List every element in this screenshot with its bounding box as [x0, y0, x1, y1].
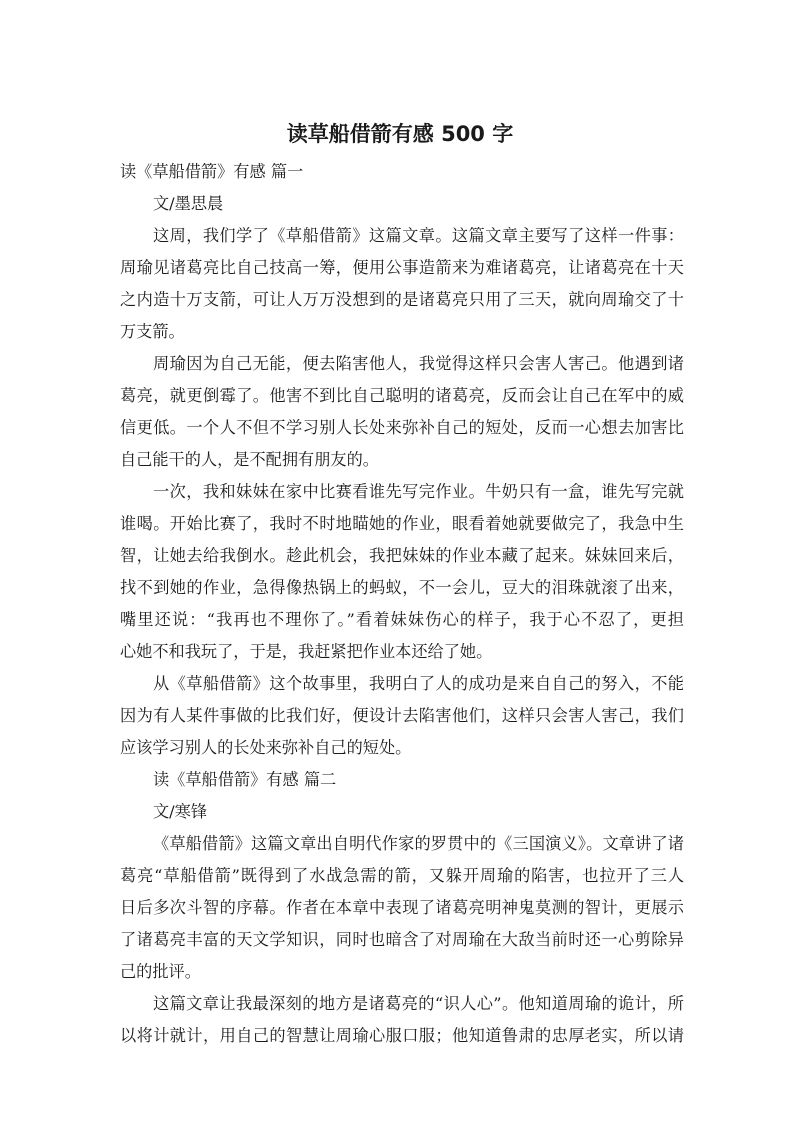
paragraph-line: 这周，我们学了《草船借箭》这篇文章。这篇文章主要写了这样一件事： — [153, 226, 684, 245]
paragraph-line: 智，让她去给我倒水。趁此机会，我把妹妹的作业本藏了起来。妹妹回来后， — [120, 546, 684, 565]
paragraph-line: 万支箭。 — [120, 322, 185, 341]
paragraph-line: 之内造十万支箭，可让人万万没想到的是诸葛亮只用了三天，就向周瑜交了十 — [120, 290, 684, 309]
paragraph-line: 应该学习别人的长处来弥补自己的短处。 — [120, 738, 412, 757]
author-byline-two: 文/寒锋 — [153, 802, 208, 821]
paragraph-line: 了诸葛亮丰富的天文学知识，同时也暗含了对周瑜在大敌当前时还一心剪除异 — [120, 930, 684, 949]
paragraph-line: 信更低。一个人不但不学习别人长处来弥补自己的短处，反而一心想去加害比 — [120, 418, 684, 437]
author-byline-one: 文/墨思晨 — [153, 194, 224, 213]
paragraph-line: 日后多次斗智的序幕。作者在本章中表现了诸葛亮明神鬼莫测的智计，更展示 — [120, 898, 684, 917]
section-heading-part-one: 读《草船借箭》有感 篇一 — [120, 162, 304, 181]
paragraph-line: 心她不和我玩了，于是，我赶紧把作业本还给了她。 — [120, 642, 493, 661]
paragraph-line: 周瑜见诸葛亮比自己技高一筹，便用公事造箭来为难诸葛亮，让诸葛亮在十天 — [120, 258, 684, 277]
paragraph-line: 找不到她的作业，急得像热锅上的蚂蚁，不一会儿，豆大的泪珠就滚了出来， — [120, 578, 684, 597]
paragraph-line: 周瑜因为自己无能，便去陷害他人，我觉得这样只会害人害己。他遇到诸 — [153, 354, 684, 373]
document-title: 读草船借箭有感 500 字 — [286, 122, 514, 146]
paragraph-line: 嘴里还说：“我再也不理你了。”看着妹妹伤心的样子，我于心不忍了，更担 — [120, 610, 684, 629]
paragraph-line: 从《草船借箭》这个故事里，我明白了人的成功是来自自己的努入，不能 — [153, 674, 684, 693]
section-heading-part-two: 读《草船借箭》有感 篇二 — [153, 770, 337, 789]
paragraph-line: 葛亮“草船借箭”既得到了水战急需的箭，又躲开周瑜的陷害，也拉开了三人 — [120, 866, 684, 885]
paragraph-line: 这篇文章让我最深刻的地方是诸葛亮的“识人心”。他知道周瑜的诡计，所 — [153, 994, 684, 1013]
paragraph-line: 《草船借箭》这篇文章出自明代作家的罗贯中的《三国演义》。文章讲了诸 — [153, 834, 684, 853]
document-body — [120, 156, 684, 1052]
paragraph-line: 一次，我和妹妹在家中比赛看谁先写完作业。牛奶只有一盒，谁先写完就 — [153, 482, 684, 501]
paragraph-line: 己的批评。 — [120, 962, 201, 981]
paragraph-line: 自己能干的人，是不配拥有朋友的。 — [120, 450, 379, 469]
paragraph-line: 以将计就计，用自己的智慧让周瑜心服口服；他知道鲁肃的忠厚老实，所以请 — [120, 1026, 684, 1045]
paragraph-line: 葛亮，就更倒霉了。他害不到比自己聪明的诸葛亮，反而会让自己在军中的威 — [120, 386, 684, 405]
paragraph-line: 因为有人某件事做的比我们好，便设计去陷害他们，这样只会害人害己，我们 — [120, 706, 684, 725]
paragraph-line: 谁喝。开始比赛了，我时不时地瞄她的作业，眼看着她就要做完了，我急中生 — [120, 514, 684, 533]
